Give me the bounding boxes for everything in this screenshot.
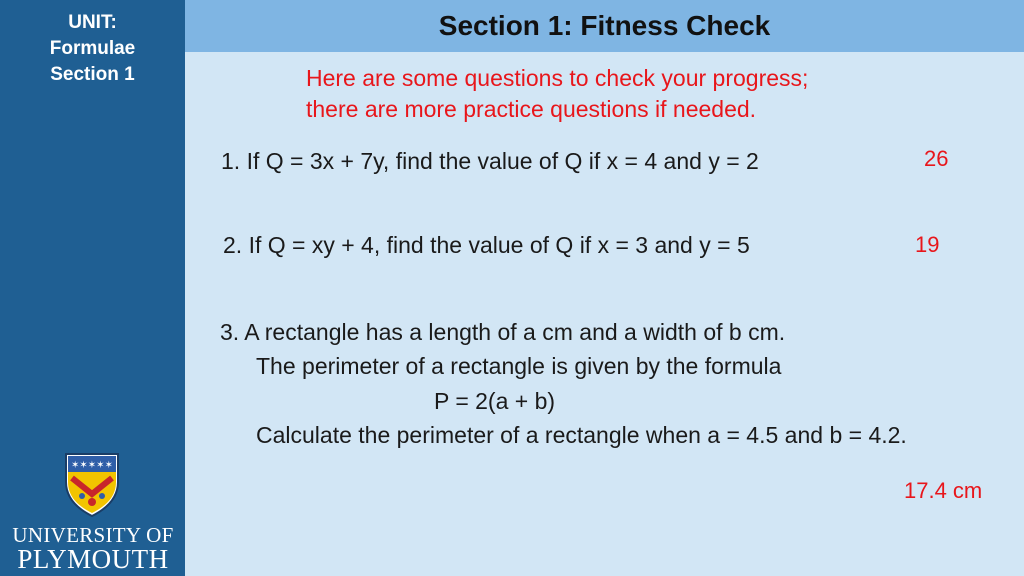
intro-line: there are more practice questions if needed.	[306, 96, 757, 122]
unit-label-line: Formulae	[49, 38, 136, 59]
unit-label-line: UNIT:	[68, 12, 117, 33]
university-name	[10, 524, 176, 572]
intro-text	[306, 63, 808, 125]
question-2: 2. If Q = xy + 4, find the value of Q if x = 3 and y = 5	[223, 232, 750, 258]
intro-line: Here are some questions to check your progress;	[306, 65, 809, 91]
svg-text:✶✶✶✶✶: ✶✶✶✶✶	[71, 460, 113, 471]
question-3-line: 3. A rectangle has a length of a cm and a width of b cm.	[220, 319, 786, 345]
university-crest-icon	[64, 452, 120, 518]
sidebar	[0, 0, 185, 576]
question-3-line: The perimeter of a rectangle is given by the formula	[256, 353, 782, 379]
unit-label-line: Section 1	[50, 64, 135, 85]
answer-3: 17.4 cm	[904, 478, 983, 503]
university-name-line2: PLYMOUTH	[17, 544, 169, 574]
page-title: Section 1: Fitness Check	[438, 10, 771, 41]
question-3-line: Calculate the perimeter of a rectangle when a = 4.5 and b = 4.2.	[256, 422, 907, 448]
question-3-formula: P = 2(a + b)	[434, 388, 556, 414]
unit-label	[0, 10, 185, 88]
answer-2: 19	[915, 232, 940, 257]
university-name-line1: UNIVERSITY OF	[12, 523, 174, 547]
answer-1: 26	[924, 146, 949, 171]
question-1: 1. If Q = 3x + 7y, find the value of Q if x = 4 and y = 2	[221, 148, 759, 174]
